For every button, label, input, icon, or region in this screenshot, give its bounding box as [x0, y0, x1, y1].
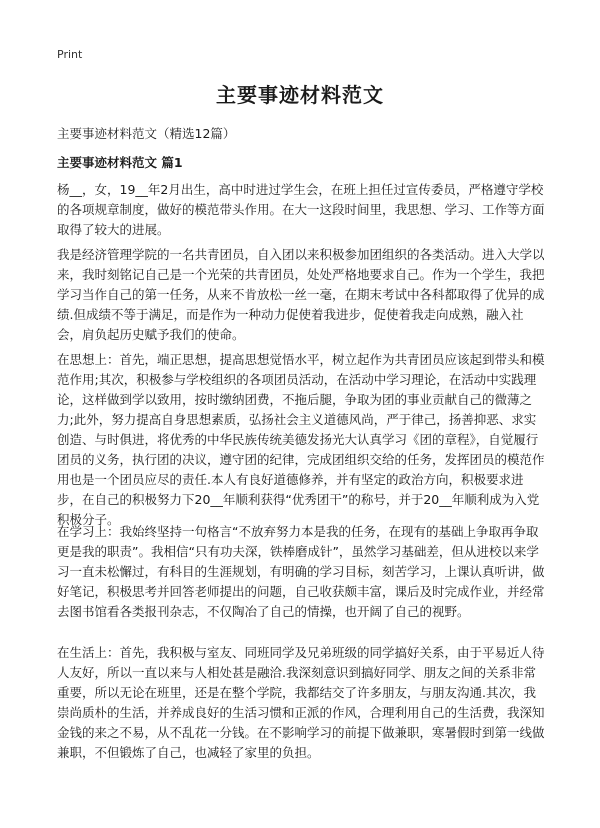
body-paragraph: 在生活上：首先，我积极与室友、同班同学及兄弟班级的同学搞好关系，由于平易近人待人友好，所以一直以来与人相处甚是融洽.我深刻意识到搞好同学、朋友之间的关系非常重要，所以无论在班里，还是在整个学院，我都结交了许多朋友，与朋友沟通.其次，我崇尚质朴的生活，并养成良好的生活习惯和正派的作风，合理利用自己的生活费，我深知金钱的来之不易，从不乱花一分钱。在不影响学习的前提下做兼职，寒暑假时到第一线做兼职，不但锻炼了自己，也减轻了家里的负担。 [57, 645, 545, 760]
body-paragraph: 杨__，女，19__年2月出生，高中时进过学生会，在班上担任过宣传委员，严格遵守学校的各项规章制度，做好的模范带头作用。在大一这段时间里，我思想、学习、工作等方面取得了较大的进展。 [57, 182, 545, 237]
body-paragraph: 我是经济管理学院的一名共青团员，自入团以来积极参加团组织的各类活动。进入大学以来，我时刻铭记自己是一个光荣的共青团员，处处严格地要求自己。作为一个学生，我把学习当作自己的第一任务，从来不肯放松一丝一毫，在期末考试中各科都取得了优异的成绩.但成绩不等于满足，而是作为一种动力促使着我进步，促使着我走向成熟，融入社会，肩负起历史赋予我们的使命。 [57, 247, 545, 342]
body-paragraph: 在学习上：我始终坚持一句格言“不放弃努力本是我的任务，在现有的基础上争取再争取更是我的职责”。我相信“只有功夫深，铁棒磨成针”，虽然学习基础差，但从进校以来学习一直未松懈过，有科目的生涯规划，有明确的学习目标，刻苦学习，上课认真听讲，做好笔记，积极思考并回答老师提出的问题，自己收获颇丰富，课后及时完成作业，并经常去图书馆看各类报刊杂志，不仅陶冶了自己的情操，也开阔了自己的视野。 [57, 524, 545, 619]
section-heading: 主要事迹材料范文 篇1 [57, 155, 183, 170]
document-title: 主要事迹材料范文 [216, 83, 384, 107]
document-subtitle: 主要事迹材料范文（精选12篇） [57, 126, 236, 141]
print-label[interactable]: Print [57, 48, 83, 61]
body-paragraph: 在思想上：首先，端正思想，提高思想觉悟水平，树立起作为共青团员应该起到带头和模范作用;其次，积极参与学校组织的各项团员活动，在活动中学习理论，在活动中实践理论，这样做到学以致用，按时缴纳团费，不拖后腿，争取为团的事业贡献自己的微薄之力;此外，努力提高自身思想素质，弘扬社会主义道德风尚，严于律己，扬善抑恶、求实创造、与时俱进，将优秀的中华民族传统美德发扬光大认真学习《团的章程》，自觉履行团员的义务，执行团的决议，遵守团的纪律，完成团组织交给的任务，发挥团员的模范作用也是一个团员应尽的责任.本人有良好道德修养，并有坚定的政治方向，积极要求进步，在自己的积极努力下20__年顺利获得“优秀团干”的称号，并于20__年顺利成为入党积极分子。 [57, 352, 545, 527]
